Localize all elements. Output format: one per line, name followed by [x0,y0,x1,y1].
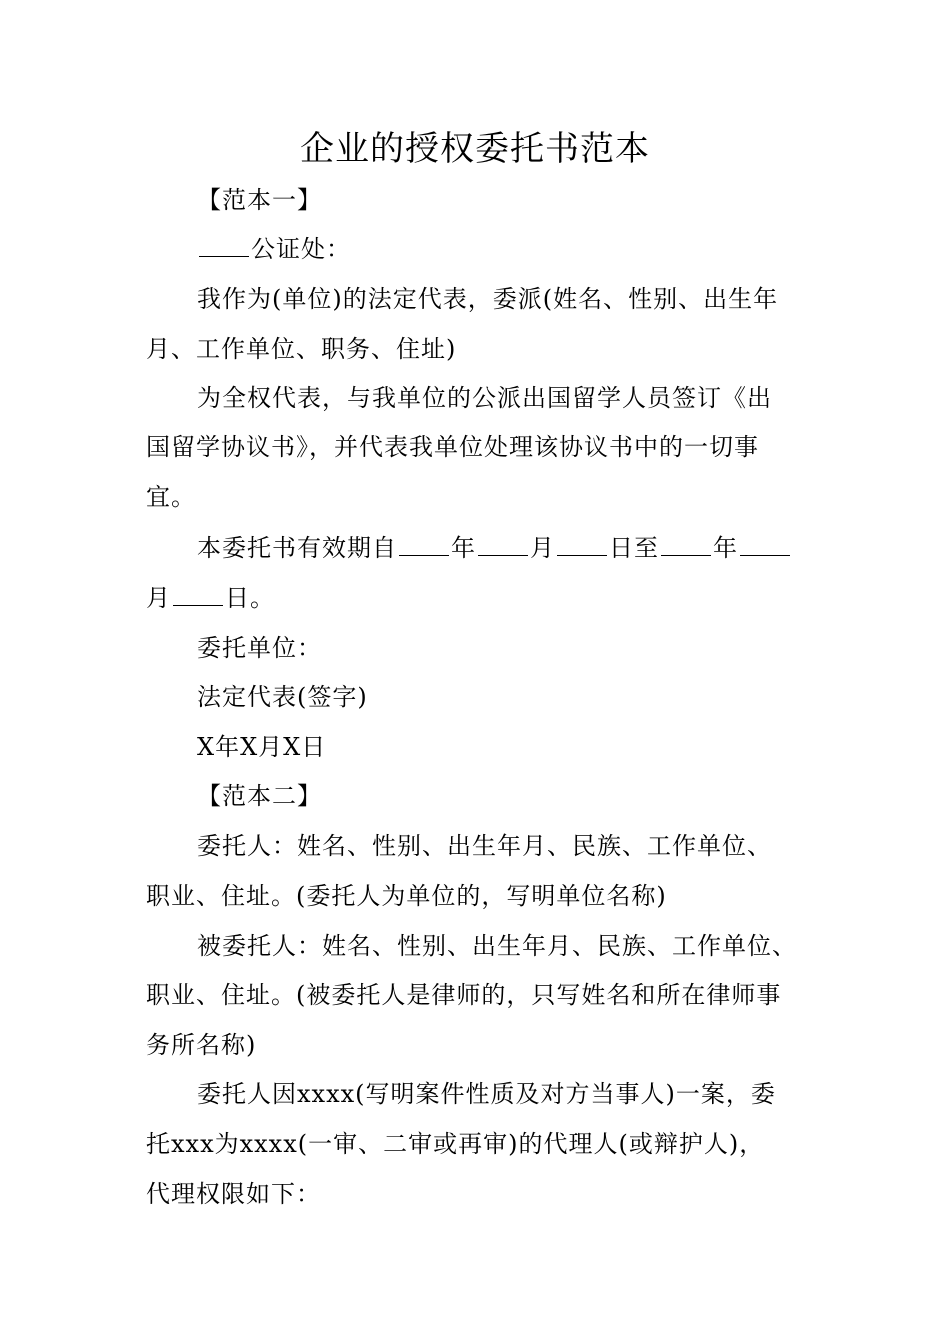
paragraph-line: 托xxx为xxxx(一审、二审或再审)的代理人(或辩护人)， [146,1130,765,1158]
document-title: 企业的授权委托书范本 [300,129,650,169]
blank-field [478,533,528,556]
validity-day-label: 日。 [225,584,275,612]
date-line: X年X月X日 [197,733,327,761]
paragraph-line: 委托人因xxxx(写明案件性质及对方当事人)一案，委 [197,1080,776,1108]
section-one-heading: 【范本一】 [197,186,322,214]
paragraph-line: 职业、住址。(被委托人是律师的，只写姓名和所在律师事 [146,981,782,1009]
validity-month-label: 月 [146,584,171,612]
paragraph-line: 国留学协议书》，并代表我单位处理该协议书中的一切事 [146,433,759,461]
paragraph-line: 宜。 [146,483,196,511]
entrusting-unit-label: 委托单位： [197,634,322,662]
blank-field [173,583,223,606]
validity-day-label: 日至 [609,534,659,562]
validity-prefix: 本委托书有效期自 [197,534,397,562]
paragraph-line: 代理权限如下： [146,1180,321,1208]
paragraph-line: 委托人：姓名、性别、出生年月、民族、工作单位、 [197,832,772,860]
legal-rep-signature-label: 法定代表(签字) [197,683,368,711]
blank-field [399,533,449,556]
section-two-heading: 【范本二】 [197,782,322,810]
validity-year-label: 年 [451,534,476,562]
blank-field [557,533,607,556]
validity-year-label: 年 [713,534,738,562]
notary-label: 公证处： [251,235,351,263]
validity-line-cont [146,582,275,614]
paragraph-line: 月、工作单位、职务、住址) [146,335,457,363]
paragraph-line: 我作为(单位)的法定代表，委派(姓名、性别、出生年 [197,285,779,313]
blank-field [661,533,711,556]
blank-field [740,533,790,556]
notary-line [197,233,351,265]
paragraph-line: 职业、住址。(委托人为单位的，写明单位名称) [146,882,667,910]
paragraph-line: 被委托人：姓名、性别、出生年月、民族、工作单位、 [197,932,797,960]
blank-field [199,234,249,257]
validity-line [197,532,792,564]
validity-month-label: 月 [530,534,555,562]
paragraph-line: 为全权代表，与我单位的公派出国留学人员签订《出 [197,384,772,412]
paragraph-line: 务所名称) [146,1031,257,1059]
